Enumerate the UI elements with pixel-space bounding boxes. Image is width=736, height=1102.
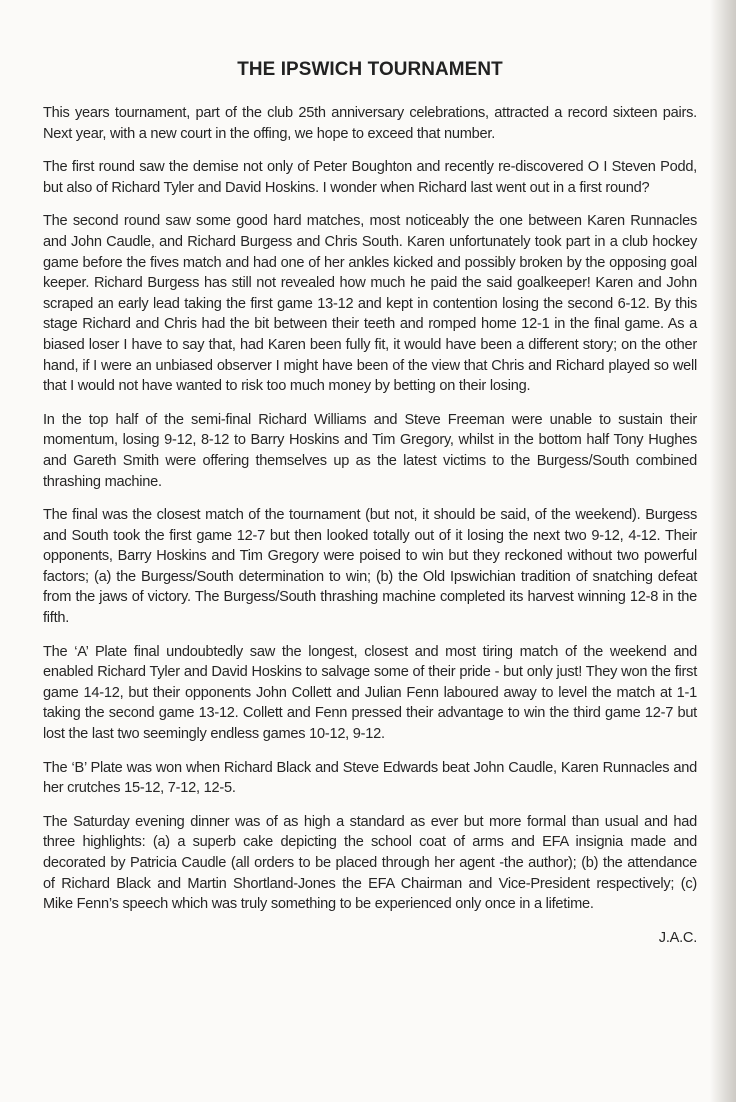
author-signature: J.A.C. (658, 929, 697, 946)
paragraph-intro: This years tournament, part of the club 25th anniversary celebrations, attracted a record sixteen pairs. Next year, with a new court in the offing, we hope to exceed that number. (43, 105, 697, 142)
paragraph-a-plate: The ‘A’ Plate final undoubtedly saw the longest, closest and most tiring match of the weekend and enabled Richard Tyler and David Hoskins to salvage some of their pride - but only just! They won the first game 14-12, but their opponents John Collett and Julian Fenn laboured away to level the match at 1-1 taking the second game 13-12. Collett and Fenn pressed their advantage to win the third game 12-7 but lost the last two seemingly endless games 10-12, 9-12. (43, 643, 697, 743)
article-title: THE IPSWICH TOURNAMENT (237, 58, 503, 80)
paragraph-first-round: The first round saw the demise not only of Peter Boughton and recently re-discovered O I Steven Podd, but also of Richard Tyler and David Hoskins. I wonder when Richard last went out in a first round? (43, 159, 697, 196)
paragraph-second-round: The second round saw some good hard matches, most noticeably the one between Karen Runnacles and John Caudle, and Richard Burgess and Chris South. Karen unfortunately took part in a club hockey game before the fives match and had one of her ankles kicked and possibly broken by the opposing goal keeper. Richard Burgess has still not revealed how much he paid the said goalkeeper! Karen and John scraped an early lead taking the first game 13-12 and kept in contention losing the second 6-12. By this stage Richard and Chris had the bit between their teeth and romped home 12-1 in the final game. As a biased loser I have to say that, had Karen been fully fit, it would have been a different story; on the other hand, if I were an unbiased observer I might have been of the view that Chris and Richard played so well that I would not have wanted to risk too much money by betting on their losing. (43, 213, 697, 395)
paragraph-semi-final: In the top half of the semi-final Richard Williams and Steve Freeman were unable to sustain their momentum, losing 9-12, 8-12 to Barry Hoskins and Tim Gregory, whilst in the bottom half Tony Hughes and Gareth Smith were offering themselves up as the latest victims to the Burgess/South combined thrashing machine. (43, 411, 697, 490)
paragraph-b-plate: The ‘B’ Plate was won when Richard Black and Steve Edwards beat John Caudle, Karen Runnacles and her crutches 15-12, 7-12, 12-5. (43, 759, 697, 797)
paragraph-final: The final was the closest match of the tournament (but not, it should be said, of the weekend). Burgess and South took the first game 12-7 but then looked totally out of it losing the next two 9-12, 4-12. Their opponents, Barry Hoskins and Tim Gregory were poised to win but they reckoned without two powerful factors; (a) the Burgess/South determination to win; (b) the Old Ipswichian tradition of snatching defeat from the jaws of victory. The Burgess/South thrashing machine completed its harvest winning 12-8 in the fifth. (43, 507, 697, 627)
article (43, 58, 697, 961)
paragraph-dinner: The Saturday evening dinner was of as high a standard as ever but more formal than usual and had three highlights: (a) a superb cake depicting the school coat of arms and EFA insignia made and decorated by Patricia Caudle (all orders to be placed through her agent -the author); (b) the attendance of Richard Black and Martin Shortland-Jones the EFA Chairman and Vice-President respectively; (c) Mike Fenn’s speech which was truly something to be experienced only once in a lifetime. (43, 813, 697, 913)
page-edge-shadow (710, 0, 736, 1102)
